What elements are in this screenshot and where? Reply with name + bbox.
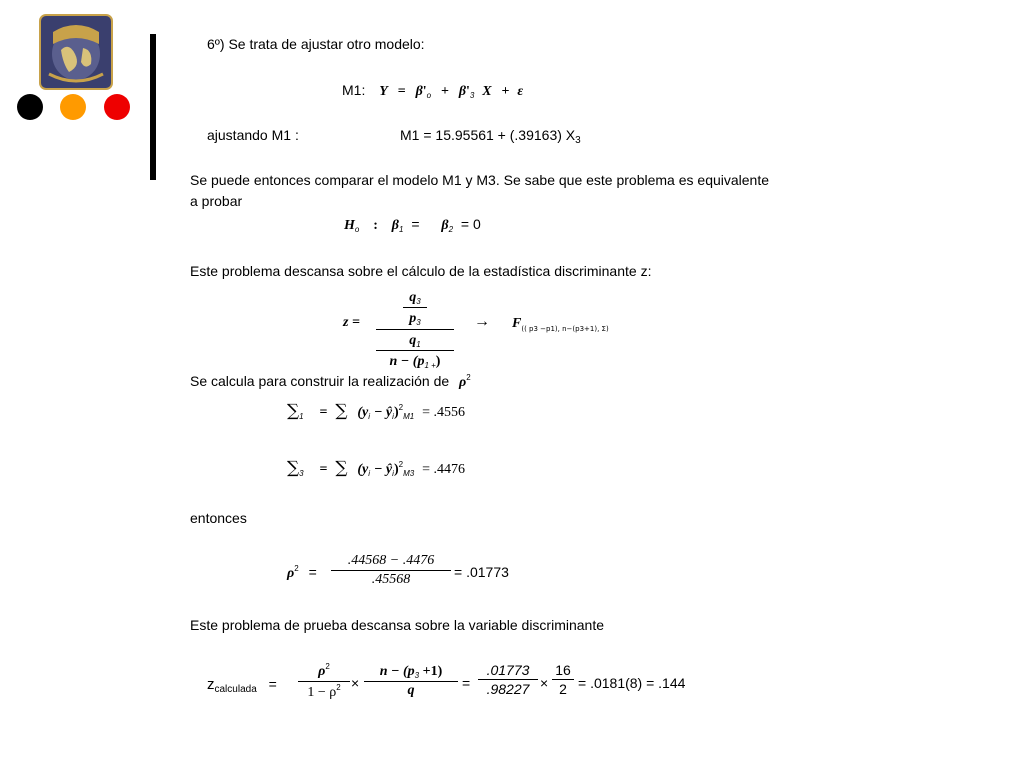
black-dot [17, 94, 43, 120]
step-heading: 6º) Se trata de ajustar otro modelo: [207, 36, 425, 52]
zc-result: = .0181(8) = .144 [578, 675, 686, 691]
times-2: × [540, 675, 549, 691]
rho-fraction: .44568 − .4476 .45568 [331, 553, 451, 588]
paragraph-compare-line2: a probar [190, 193, 243, 209]
sum-squares-m1: $\sum_1$ = ∑ ($y_i$ − $ŷ_i)^2_{M1} = .4556$ [287, 401, 465, 421]
z-calculada-lhs: $z_{calculada}$ = [207, 676, 277, 695]
f-distribution: $F_{(( p3 -p1), n-(p3+1), \Sigma)}$ [512, 316, 609, 333]
null-hypothesis: $H_o$ : $\beta_1 = \beta_2 = 0$ [344, 216, 481, 234]
paragraph-compare-line1: Se puede entonces comparar el modelo M1 y M3. Se sabe que este problema es equivalente [190, 172, 770, 188]
rho-result: = .01773 [454, 564, 509, 580]
sum-squares-m3: $\sum_3$ = ∑ ($y_i$ − $ŷ_i)^2_{M3} = .4476$ [287, 458, 465, 478]
model-m1: M1: $Y = \beta'_o + \beta'_3$ X + ε [342, 82, 524, 100]
unam-crest-icon [39, 14, 113, 90]
vertical-bar [150, 34, 156, 180]
red-dot [104, 94, 130, 120]
fit-equation: M1 = 15.95561 + (.39163) $X_3$ [400, 127, 581, 146]
fit-label: ajustando M1 : [207, 127, 299, 143]
zc-fraction-1: $\rho^2$ $1 - \rho^2$ [298, 662, 350, 701]
zc-fraction-4: 16 2 [552, 662, 574, 697]
z-inner-fraction: $\frac{q_3}{p_3}$ [403, 288, 427, 327]
paragraph-variable: Este problema de prueba descansa sobre la variable discriminante [190, 617, 605, 633]
orange-dot [60, 94, 86, 120]
paragraph-realization: Se calcula para construir la realización de $\rho^2$ [190, 373, 471, 390]
arrow-icon: → [474, 313, 490, 330]
rho-lhs: $\rho^2$ = [287, 564, 317, 581]
times-1: × [351, 675, 360, 691]
zc-fraction-3: .01773 .98227 [478, 662, 538, 697]
model-label: M1: [342, 82, 366, 98]
equals-2: = [462, 675, 471, 691]
z-fraction: $\frac{q_3}{p_3}$ $q_1$ $n - (p_{1 +})$ [376, 288, 454, 370]
zc-fraction-2: $n - (p_3 +1)$ q [364, 662, 458, 699]
z-lhs: z = [343, 315, 360, 330]
word-entonces: entonces [190, 510, 247, 526]
paragraph-statistic: Este problema descansa sobre el cálculo de la estadística discriminante z: [190, 263, 652, 279]
